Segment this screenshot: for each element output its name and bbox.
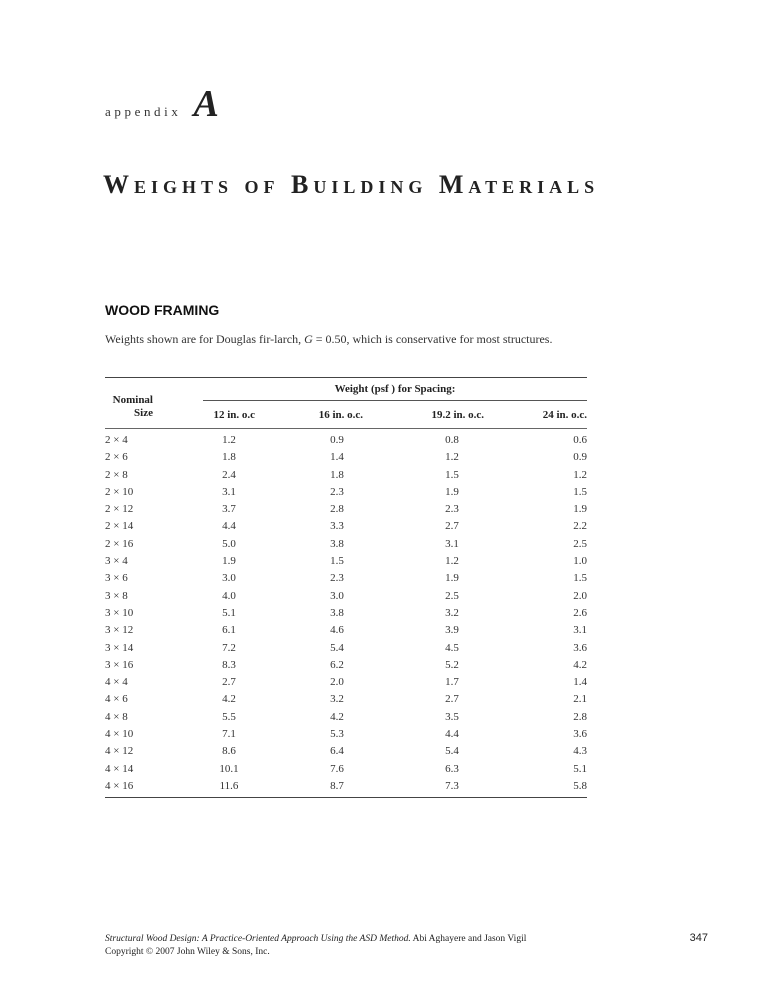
weight-12in-cell: 8.6	[222, 745, 236, 758]
weight-16in-cell: 2.8	[330, 503, 344, 516]
weight-19-2in-cell: 3.2	[445, 606, 459, 619]
table-row	[105, 708, 587, 725]
table-row	[105, 621, 587, 638]
weight-24in-cell: 2.6	[573, 606, 587, 619]
appendix-word: appendix	[105, 104, 182, 119]
weight-12in-cell: 4.2	[222, 693, 236, 706]
table-row	[105, 777, 587, 794]
weight-24in-cell: 1.9	[573, 503, 587, 516]
footer-copyright: Copyright © 2007 John Wiley & Sons, Inc.	[105, 947, 270, 957]
nominal-size-cell: 3 × 4	[105, 555, 128, 568]
weight-19-2in-cell: 1.5	[445, 468, 459, 481]
weight-24in-cell: 2.8	[573, 710, 587, 723]
nominal-size-cell: 2 × 16	[105, 537, 134, 550]
nominal-size-cell: 2 × 4	[105, 434, 128, 446]
column-header-24in: 24 in. o.c.	[542, 409, 587, 421]
weight-16in-cell: 2.3	[330, 572, 344, 585]
page-number: 347	[689, 932, 708, 944]
nominal-size-header-line1: Nominal	[112, 394, 153, 406]
nominal-size-cell: 3 × 16	[105, 658, 134, 671]
weight-16in-cell: 3.0	[330, 589, 344, 602]
weight-24in-cell: 4.2	[573, 658, 587, 671]
table-row	[105, 431, 587, 448]
weight-16in-cell: 0.9	[330, 434, 344, 446]
weight-12in-cell: 3.7	[222, 503, 236, 516]
table-bottom-rule	[105, 797, 587, 798]
weight-19-2in-cell: 4.4	[445, 728, 459, 741]
table-row	[105, 725, 587, 742]
weight-19-2in-cell: 3.1	[445, 537, 459, 550]
table-row	[105, 656, 587, 673]
weight-12in-cell: 10.1	[219, 762, 239, 775]
weight-19-2in-cell: 2.7	[445, 693, 459, 706]
nominal-size-cell: 3 × 10	[105, 606, 134, 619]
section-heading: WOOD FRAMING	[105, 302, 220, 318]
nominal-size-cell: 2 × 10	[105, 485, 134, 498]
column-header-16in: 16 in. o.c.	[318, 409, 363, 421]
footer-citation	[105, 933, 526, 946]
nominal-size-cell: 4 × 4	[105, 676, 128, 689]
weight-19-2in-cell: 6.3	[445, 762, 459, 775]
weight-16in-cell: 4.6	[330, 624, 344, 637]
nominal-size-cell: 2 × 8	[105, 468, 128, 481]
weight-16in-cell: 6.2	[330, 658, 344, 671]
weight-16in-cell: 3.2	[330, 693, 344, 706]
weight-24in-cell: 4.3	[573, 745, 587, 758]
nominal-size-header-line2: Size	[134, 407, 153, 419]
footer-book-title: Structural Wood Design: A Practice-Oriented Approach Using the ASD Method.	[105, 934, 411, 944]
weight-24in-cell: 5.8	[573, 779, 587, 792]
weight-16in-cell: 3.3	[330, 520, 344, 533]
table-row	[105, 587, 587, 604]
table-row	[105, 500, 587, 517]
nominal-size-cell: 4 × 14	[105, 762, 134, 775]
weights-table	[105, 377, 587, 798]
weight-24in-cell: 0.9	[573, 451, 587, 464]
weight-16in-cell: 1.4	[330, 451, 344, 464]
intro-symbol: G	[304, 332, 313, 346]
weight-19-2in-cell: 1.9	[445, 572, 459, 585]
table-row	[105, 690, 587, 707]
weight-19-2in-cell: 4.5	[445, 641, 459, 654]
weight-12in-cell: 1.9	[222, 555, 236, 568]
weight-16in-cell: 2.0	[330, 676, 344, 689]
weight-19-2in-cell: 1.7	[445, 676, 459, 689]
table-row	[105, 673, 587, 690]
weight-16in-cell: 3.8	[330, 537, 344, 550]
weight-16in-cell: 1.5	[330, 555, 344, 568]
table-body	[105, 429, 587, 794]
nominal-size-cell: 4 × 6	[105, 693, 128, 706]
weight-24in-cell: 3.6	[573, 728, 587, 741]
weight-19-2in-cell: 5.4	[445, 745, 459, 758]
weight-12in-cell: 4.0	[222, 589, 236, 602]
weight-19-2in-cell: 3.9	[445, 624, 459, 637]
nominal-size-cell: 2 × 12	[105, 503, 134, 516]
footer	[105, 933, 526, 959]
nominal-size-cell: 4 × 12	[105, 745, 134, 758]
weight-12in-cell: 3.1	[222, 485, 236, 498]
nominal-size-cell: 3 × 14	[105, 641, 134, 654]
weight-24in-cell: 0.6	[573, 434, 587, 446]
weight-16in-cell: 6.4	[330, 745, 344, 758]
nominal-size-header	[105, 394, 153, 420]
weight-19-2in-cell: 3.5	[445, 710, 459, 723]
weight-16in-cell: 7.6	[330, 762, 344, 775]
weight-24in-cell: 3.1	[573, 624, 587, 637]
weight-12in-cell: 8.3	[222, 658, 236, 671]
weight-16in-cell: 5.4	[330, 641, 344, 654]
weight-19-2in-cell: 7.3	[445, 779, 459, 792]
nominal-size-cell: 3 × 8	[105, 589, 128, 602]
intro-text-before: Weights shown are for Douglas fir-larch,	[105, 332, 305, 346]
chapter-title: Weights of Building Materials	[103, 170, 600, 199]
weight-24in-cell: 1.5	[573, 572, 587, 585]
weight-12in-cell: 2.7	[222, 676, 236, 689]
weight-12in-cell: 7.1	[222, 728, 236, 741]
table-row	[105, 639, 587, 656]
weight-12in-cell: 1.8	[222, 451, 236, 464]
weight-12in-cell: 5.5	[222, 710, 236, 723]
weight-24in-cell: 1.0	[573, 555, 587, 568]
column-header-19-2in: 19.2 in. o.c.	[431, 409, 484, 421]
weight-12in-cell: 4.4	[222, 520, 236, 533]
weight-16in-cell: 4.2	[330, 710, 344, 723]
weight-24in-cell: 1.2	[573, 468, 587, 481]
intro-paragraph	[105, 332, 552, 347]
table-row	[105, 483, 587, 500]
intro-text-after: = 0.50, which is conservative for most structures.	[312, 332, 553, 346]
weight-16in-cell: 2.3	[330, 485, 344, 498]
weight-16in-cell: 3.8	[330, 606, 344, 619]
weight-19-2in-cell: 5.2	[445, 658, 459, 671]
nominal-size-cell: 3 × 12	[105, 624, 134, 637]
table-row	[105, 448, 587, 465]
weight-19-2in-cell: 1.2	[445, 555, 459, 568]
weight-19-2in-cell: 2.7	[445, 520, 459, 533]
weight-24in-cell: 3.6	[573, 641, 587, 654]
table-row	[105, 760, 587, 777]
weight-24in-cell: 5.1	[573, 762, 587, 775]
weight-24in-cell: 1.5	[573, 485, 587, 498]
weight-16in-cell: 5.3	[330, 728, 344, 741]
table-row	[105, 517, 587, 534]
nominal-size-cell: 2 × 6	[105, 451, 128, 464]
nominal-size-cell: 3 × 6	[105, 572, 128, 585]
weight-19-2in-cell: 1.2	[445, 451, 459, 464]
weight-12in-cell: 5.0	[222, 537, 236, 550]
weight-19-2in-cell: 2.3	[445, 503, 459, 516]
weight-19-2in-cell: 2.5	[445, 589, 459, 602]
appendix-letter: A	[193, 83, 219, 125]
table-row	[105, 535, 587, 552]
weight-24in-cell: 2.0	[573, 589, 587, 602]
table-row	[105, 466, 587, 483]
spacing-group-rule	[203, 400, 587, 401]
weight-12in-cell: 1.2	[222, 434, 236, 446]
nominal-size-cell: 4 × 8	[105, 710, 128, 723]
weight-19-2in-cell: 1.9	[445, 485, 459, 498]
spacing-group-header: Weight (psf ) for Spacing:	[334, 383, 456, 395]
weight-12in-cell: 7.2	[222, 641, 236, 654]
footer-authors: Abi Aghayere and Jason Vigil	[410, 934, 527, 944]
weight-12in-cell: 11.6	[219, 779, 239, 792]
table-header	[105, 378, 587, 428]
weight-12in-cell: 2.4	[222, 468, 236, 481]
column-header-12in: 12 in. o.c	[213, 409, 255, 421]
table-row	[105, 742, 587, 759]
weight-16in-cell: 8.7	[330, 779, 344, 792]
table-row	[105, 604, 587, 621]
weight-19-2in-cell: 0.8	[445, 434, 459, 446]
table-row	[105, 569, 587, 586]
weight-24in-cell: 2.2	[573, 520, 587, 533]
weight-24in-cell: 1.4	[573, 676, 587, 689]
weight-24in-cell: 2.5	[573, 537, 587, 550]
weight-12in-cell: 3.0	[222, 572, 236, 585]
weight-24in-cell: 2.1	[573, 693, 587, 706]
appendix-label	[105, 82, 219, 126]
weight-12in-cell: 5.1	[222, 606, 236, 619]
weight-16in-cell: 1.8	[330, 468, 344, 481]
nominal-size-cell: 2 × 14	[105, 520, 134, 533]
weight-12in-cell: 6.1	[222, 624, 236, 637]
table-row	[105, 552, 587, 569]
nominal-size-cell: 4 × 10	[105, 728, 134, 741]
nominal-size-cell: 4 × 16	[105, 779, 134, 792]
